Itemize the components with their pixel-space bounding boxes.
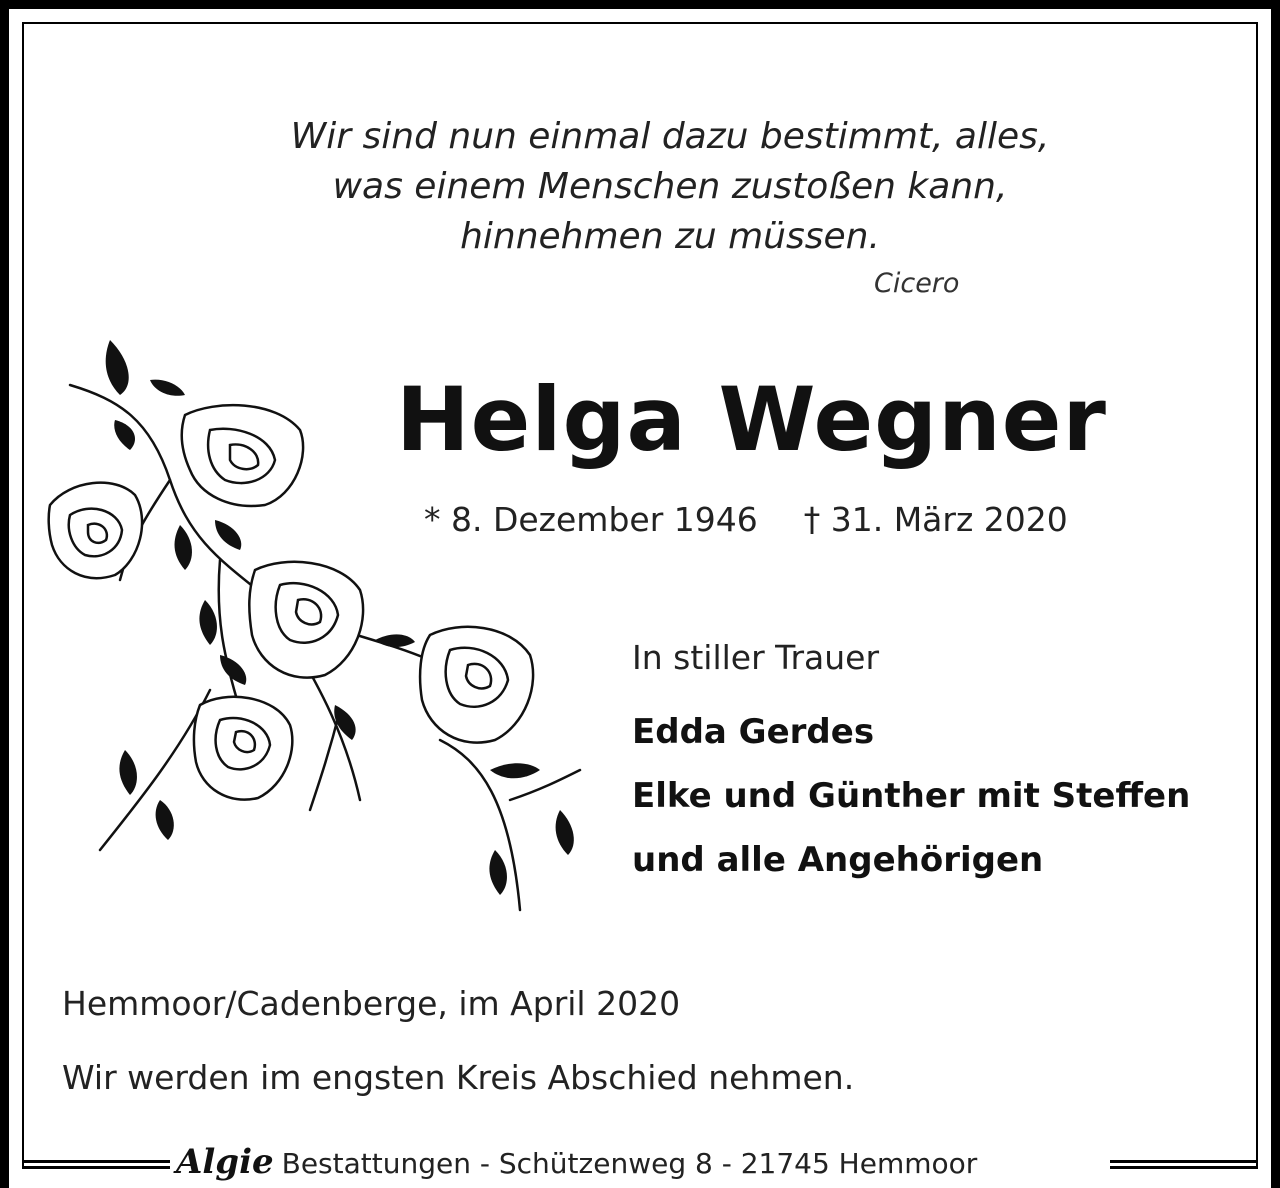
funeral-home-logo: Algie xyxy=(176,1142,274,1182)
birth-date: * 8. Dezember 1946 xyxy=(424,500,758,539)
mourning-line: In stiller Trauer xyxy=(632,638,880,677)
life-dates xyxy=(424,500,1068,539)
family-member: Edda Gerdes xyxy=(632,712,875,752)
footer-rule-left xyxy=(22,1160,172,1169)
family-member: Elke und Günther mit Steffen xyxy=(632,776,1191,816)
footer xyxy=(170,1140,983,1184)
family-list xyxy=(632,707,1190,899)
funeral-home-address: Bestattungen - Schützenweg 8 - 21745 Hemmoor xyxy=(281,1147,978,1180)
family-member: und alle Angehörigen xyxy=(632,840,1044,880)
quote-line-1: Wir sind nun einmal dazu bestimmt, alles, xyxy=(290,116,1050,157)
farewell-note: Wir werden im engsten Kreis Abschied nehmen. xyxy=(62,1058,855,1097)
quote-line-2: was einem Menschen zustoßen kann, xyxy=(332,166,1008,207)
death-date: † 31. März 2020 xyxy=(803,500,1068,539)
deceased-name: Helga Wegner xyxy=(396,368,1107,471)
quote-author: Cicero xyxy=(874,268,960,299)
place-date: Hemmoor/Cadenberge, im April 2020 xyxy=(62,984,681,1023)
quote-line-3: hinnehmen zu müssen. xyxy=(460,216,880,257)
footer-rule-right xyxy=(1110,1160,1258,1169)
quote xyxy=(250,112,1090,262)
